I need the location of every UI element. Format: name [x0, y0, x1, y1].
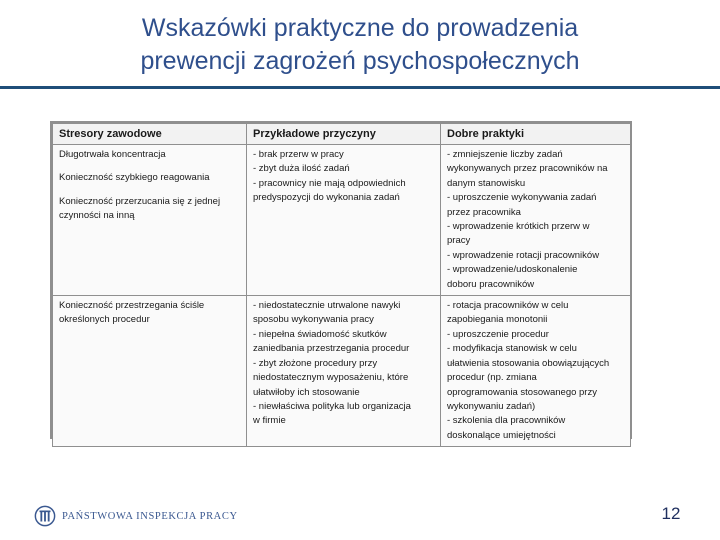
header-causes: Przykładowe przyczyny	[247, 124, 441, 145]
cause-line: predyspozycji do wykonania zadań	[253, 192, 400, 204]
practice-line: doboru pracowników	[447, 278, 535, 290]
practice-line: pracy	[447, 235, 471, 247]
cause-line: - brak przerw w pracy	[253, 149, 344, 160]
stressor-text: Konieczność przerzucania się z jednej	[59, 195, 221, 207]
header-practices: Dobre praktyki	[441, 124, 631, 145]
slide-title-line-2: prewencji zagrożeń psychospołecznych	[140, 47, 580, 75]
practices-table	[50, 121, 632, 439]
practice-line: wykonywaniu zadań)	[447, 400, 536, 412]
practice-line: - szkolenia dla pracowników	[447, 415, 566, 427]
practice-line: - wprowadzenie/udoskonalenie	[447, 264, 578, 276]
practice-line: oprogramowania stosowanego przy	[447, 386, 597, 398]
practice-line: ułatwienia stosowania obowiązujących	[447, 357, 610, 369]
table-row	[53, 145, 631, 296]
table-header-row	[53, 124, 631, 145]
practices-cell	[441, 145, 631, 296]
stressor-text: Konieczność przestrzegania ściśle	[59, 300, 205, 312]
page-number: 12	[661, 504, 681, 523]
cause-line: - pracownicy nie mają odpowiednich	[253, 177, 406, 189]
header-stressors: Stresory zawodowe	[53, 124, 247, 145]
practices-cell	[441, 296, 631, 447]
cause-line: - niewłaściwa polityka lub organizacja	[253, 400, 411, 412]
slide-title-line-1: Wskazówki praktyczne do prowadzenia	[141, 14, 579, 42]
stressor-text: określonych procedur	[59, 314, 150, 326]
practice-line: zapobiegania monotonii	[447, 314, 548, 326]
cause-line: ułatwiłoby ich stosowanie	[253, 386, 360, 398]
practice-line: - zmniejszenie liczby zadań	[447, 149, 563, 160]
pip-logo	[34, 505, 238, 527]
title-divider	[0, 86, 720, 89]
practice-line: doskonalące umiejętności	[447, 429, 556, 441]
logo-text: PAŃSTWOWA INSPEKCJA PRACY	[62, 510, 238, 522]
cause-line: sposobu wykonywania pracy	[253, 314, 374, 326]
cause-line: zaniedbania przestrzegania procedur	[253, 343, 410, 355]
practice-line: - rotacja pracowników w celu	[447, 300, 569, 312]
cause-line: niedostatecznym wyposażeniu, które	[253, 372, 409, 384]
pip-logo-icon	[34, 505, 56, 527]
stressor-text: Długotrwała koncentracja	[59, 149, 166, 160]
practice-line: - uproszczenie wykonywania zadań	[447, 192, 597, 204]
practice-line: wykonywanych przez pracowników na	[447, 163, 608, 175]
practice-line: przez pracownika	[447, 206, 521, 218]
cause-line: - niedostatecznie utrwalone nawyki	[253, 300, 401, 312]
causes-cell	[247, 296, 441, 447]
cause-line: - niepełna świadomość skutków	[253, 328, 387, 340]
stressors-cell	[53, 296, 247, 447]
cause-line: - zbyt duża ilość zadań	[253, 163, 350, 175]
stressor-text: Konieczność szybkiego reagowania	[59, 172, 210, 184]
stressor-text: czynności na inną	[59, 210, 135, 222]
practice-line: - uproszczenie procedur	[447, 328, 549, 340]
cause-line: - zbyt złożone procedury przy	[253, 357, 378, 369]
stressors-cell	[53, 145, 247, 296]
practice-line: danym stanowisku	[447, 177, 526, 189]
cause-line: w firmie	[253, 415, 286, 427]
practice-line: procedur (np. zmiana	[447, 372, 537, 384]
practice-line: - modyfikacja stanowisk w celu	[447, 343, 577, 355]
practice-line: - wprowadzenie rotacji pracowników	[447, 249, 600, 261]
table-row	[53, 296, 631, 447]
practice-line: - wprowadzenie krótkich przerw w	[447, 221, 590, 233]
causes-cell	[247, 145, 441, 296]
slide-title	[0, 12, 720, 78]
